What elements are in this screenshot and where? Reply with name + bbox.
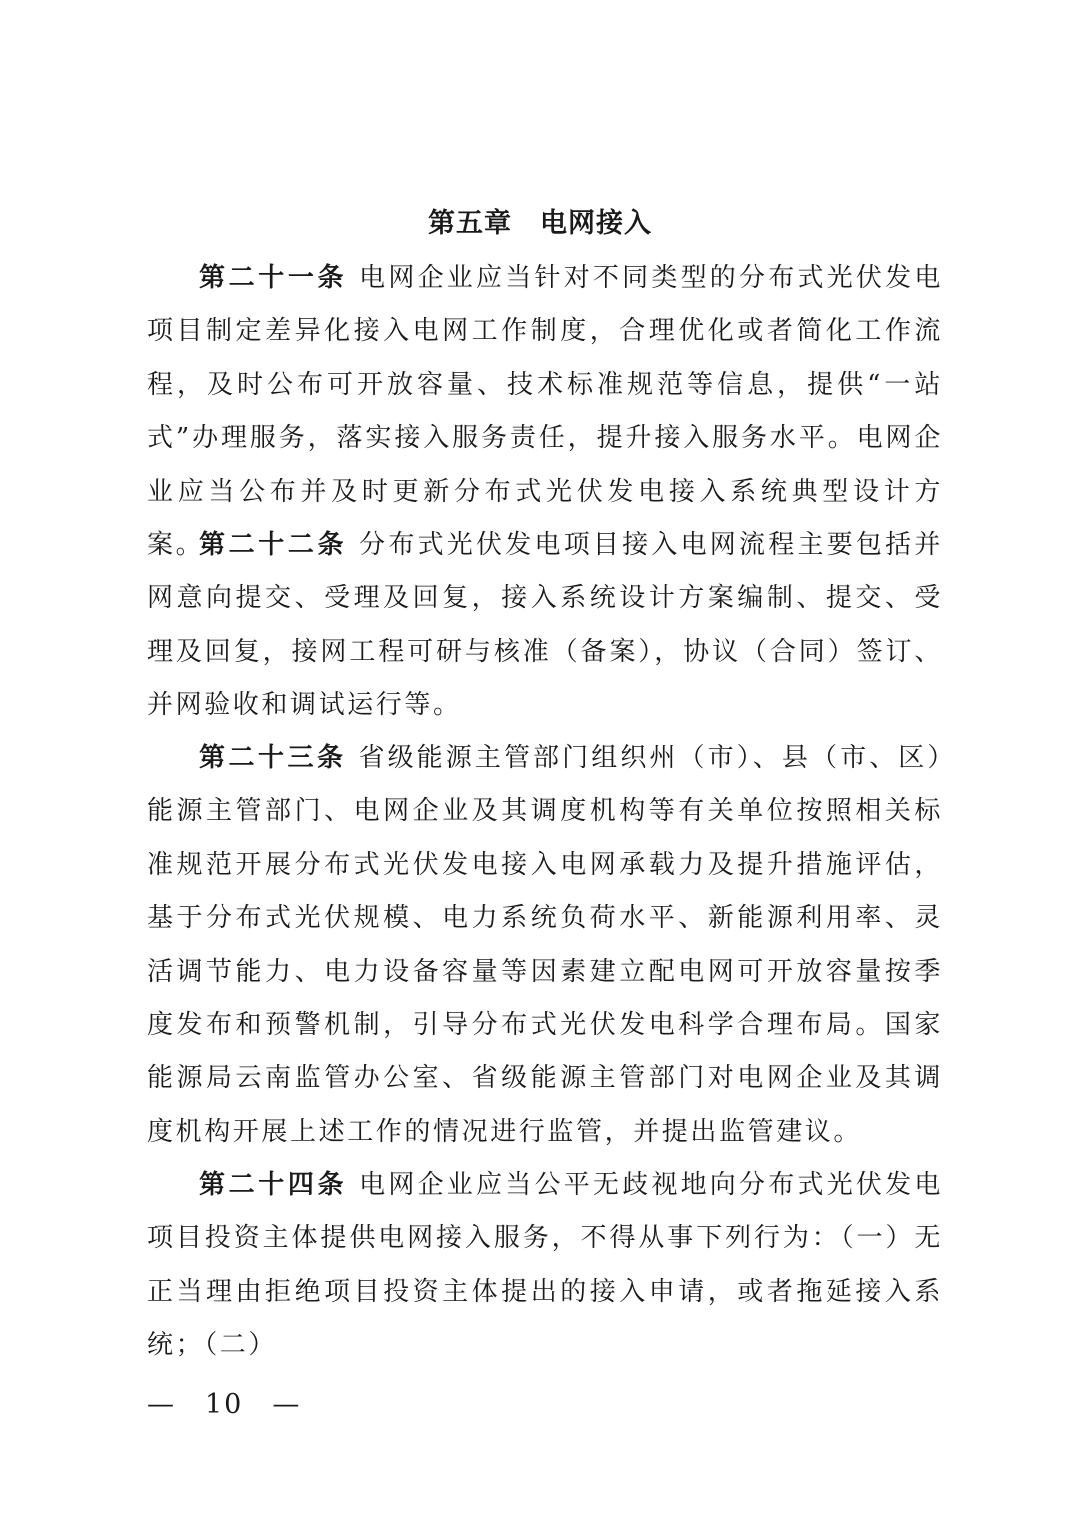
article-label: 第二十一条 (199, 263, 348, 293)
article-label: 第二十二条 (199, 530, 348, 560)
article-text: 分布式光伏发电项目接入电网流程主要包括并网意向提交、受理及回复，接入系统设计方案编制、提交、受理及回复，接网工程可研与核准（备案），协议（合同）签订、并网验收和调试运行等。 (147, 530, 943, 721)
article-text: 电网企业应当针对不同类型的分布式光伏发电项目制定差异化接入电网工作制度，合理优化或者简化工作流程，及时公布可开放容量、技术标准规范等信息，提供“一站式”办理服务，落实接入服务责任，提升接入服务水平。电网企业应当公布并及时更新分布式光伏发电接入系统典型设计方案。 (147, 263, 943, 561)
article-label: 第二十三条 (199, 743, 347, 773)
chapter-title: 第五章 电网接入 (428, 208, 652, 239)
article-24 (147, 1159, 943, 1373)
article-23 (147, 732, 943, 1159)
article-label: 第二十四条 (199, 1170, 348, 1200)
article-22 (147, 519, 943, 733)
article-text: 省级能源主管部门组织州（市）、县（市、区）能源主管部门、电网企业及其调度机构等有关单位按照相关标准规范开展分布式光伏发电接入电网承载力及提升措施评估，基于分布式光伏规模、电力系统负荷水平、新能源利用率、灵活调节能力、电力设备容量等因素建立配电网可开放容量按季度发布和预警机制，引导分布式光伏发电科学合理布局。国家能源局云南监管办公室、省级能源主管部门对电网企业及其调度机构开展上述工作的情况进行监管，并提出监管建议。 (147, 743, 943, 1147)
article-text: 电网企业应当公平无歧视地向分布式光伏发电项目投资主体提供电网接入服务，不得从事下列行为：（一）无正当理由拒绝项目投资主体提出的接入申请，或者拖延接入系统；（二） (147, 1170, 943, 1361)
page-number: — 10 — (147, 1389, 302, 1420)
